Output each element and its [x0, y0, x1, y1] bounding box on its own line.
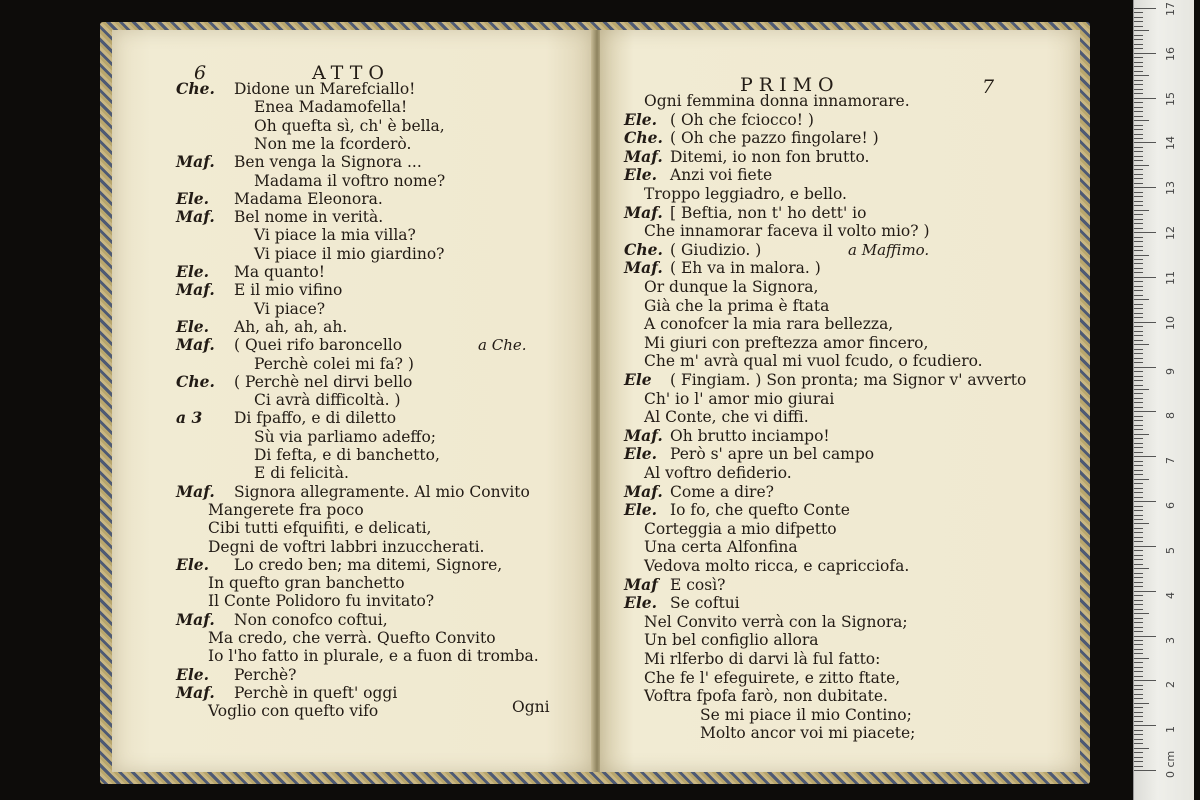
ruler-tick	[1134, 281, 1143, 282]
speaker-label: Maf.	[176, 609, 215, 629]
ruler-tick	[1134, 532, 1143, 533]
ruler-tick	[1134, 712, 1143, 713]
ruler-tick	[1134, 107, 1143, 108]
ruler-tick	[1134, 116, 1143, 117]
ruler-tick	[1134, 604, 1143, 605]
ruler-tick	[1134, 295, 1143, 296]
ruler-tick	[1134, 358, 1143, 359]
verse-line: Ah, ah, ah, ah.	[234, 317, 348, 336]
ruler-tick	[1134, 102, 1143, 103]
ruler-tick	[1134, 470, 1143, 471]
ruler-tick	[1134, 456, 1156, 457]
ruler-tick	[1134, 376, 1143, 377]
ruler-tick	[1134, 559, 1143, 560]
ruler-tick	[1134, 609, 1143, 610]
ruler-tick	[1134, 304, 1143, 305]
ruler-tick	[1134, 367, 1156, 368]
ruler-tick	[1134, 120, 1149, 121]
verse-line: Che innamorar faceva il volto mio? )	[644, 222, 930, 241]
verse-line: ( Giudizio. )	[670, 240, 762, 259]
speaker-label: Maf.	[176, 682, 215, 702]
ruler-tick	[1134, 600, 1143, 601]
ruler-tick	[1134, 739, 1143, 740]
ruler-tick	[1134, 622, 1143, 623]
speaker-label: Ele.	[624, 593, 657, 613]
verse-line: Vedova molto ricca, e capricciofa.	[644, 557, 910, 575]
verse-line: Anzi voi fiete	[670, 166, 773, 185]
stage-direction: a Che.	[478, 336, 527, 355]
ruler-tick	[1134, 721, 1143, 722]
speaker-label: Che.	[176, 79, 215, 98]
ruler-number: 9	[1164, 367, 1177, 375]
ruler-tick	[1134, 192, 1143, 193]
ruler-tick	[1134, 169, 1143, 170]
ruler-tick	[1134, 349, 1143, 350]
speaker-label: Maf.	[624, 146, 663, 166]
verse-line: Come a dire?	[670, 482, 774, 501]
verse-line: Nel Convito verrà con la Signora;	[644, 612, 908, 631]
ruler-tick	[1134, 165, 1149, 166]
ruler-tick	[1134, 344, 1149, 345]
speaker-label: Ele.	[624, 444, 657, 464]
ruler-tick	[1134, 223, 1143, 224]
ruler-tick	[1134, 757, 1143, 758]
ruler-tick	[1134, 501, 1156, 502]
verse-line: E di felicità.	[254, 464, 349, 483]
verse-line: E il mio vifino	[234, 281, 343, 300]
ruler-tick	[1134, 259, 1143, 260]
ruler-tick	[1134, 402, 1143, 403]
ruler-tick	[1134, 671, 1143, 672]
verse-line: Mi rlferbo di darvi là ful fatto:	[644, 650, 881, 668]
verse-line: ( Quei rifo baroncello	[234, 336, 403, 355]
ruler-tick	[1134, 398, 1143, 399]
verse-line: Madama Eleonora.	[234, 189, 383, 208]
ruler-tick	[1134, 510, 1143, 511]
ruler-tick	[1134, 591, 1156, 592]
ruler-tick	[1134, 237, 1143, 238]
ruler-tick	[1134, 250, 1143, 251]
ruler-tick	[1134, 573, 1143, 574]
ruler-tick	[1134, 313, 1143, 314]
ruler-tick	[1134, 272, 1143, 273]
speaker-label: Ele.	[176, 188, 209, 208]
ruler-tick	[1134, 716, 1143, 717]
ruler-tick	[1134, 255, 1149, 256]
verse-line: Ogni femmina donna innamorare.	[644, 92, 910, 110]
ruler-tick	[1134, 232, 1156, 233]
ruler-number: 0 cm	[1164, 750, 1177, 778]
ruler-tick	[1134, 564, 1143, 565]
ruler-tick	[1134, 761, 1143, 762]
speaker-label: Ele.	[176, 664, 209, 684]
right-page-header: PRIMO	[740, 74, 840, 96]
verse-line: Vi piace?	[254, 299, 326, 318]
ruler-tick	[1134, 676, 1143, 677]
ruler-number: 12	[1164, 226, 1177, 241]
verse-line: E così?	[670, 575, 726, 594]
verse-line: Ben venga la Signora ...	[234, 153, 422, 172]
ruler-tick	[1134, 631, 1143, 632]
ruler-tick	[1134, 12, 1143, 13]
ruler-tick	[1134, 201, 1143, 202]
ruler-tick	[1134, 21, 1143, 22]
ruler-tick	[1134, 667, 1143, 668]
speaker-label: Ele.	[624, 165, 657, 185]
ruler-tick	[1134, 156, 1143, 157]
ruler-number: 14	[1164, 136, 1177, 151]
ruler-tick	[1134, 474, 1143, 475]
ruler-tick	[1134, 407, 1143, 408]
verse-line: [ Beftia, non t' ho dett' io	[670, 203, 867, 222]
ruler-tick	[1134, 30, 1149, 31]
ruler-tick	[1134, 613, 1149, 614]
ruler-tick	[1134, 416, 1143, 417]
verse-line: Sù via parliamo adeffo;	[254, 427, 436, 446]
verse-line: Didone un Marefciallo!	[234, 80, 416, 98]
speaker-label: Maf.	[176, 152, 215, 172]
ruler-tick	[1134, 138, 1143, 139]
ruler-tick	[1134, 187, 1156, 188]
ruler-tick	[1134, 299, 1149, 300]
verse-line: Di fpaffo, e di diletto	[234, 409, 397, 428]
speaker-label: Maf.	[176, 335, 215, 355]
verse-line: Voftra fpofa farò, non dubitate.	[644, 687, 888, 706]
ruler-tick	[1134, 263, 1143, 264]
verse-line: Perchè?	[234, 665, 297, 684]
verse-line: Una certa Alfonfina	[644, 538, 798, 557]
left-page	[112, 30, 594, 772]
ruler-number: 1	[1164, 726, 1177, 734]
ruler-tick	[1134, 483, 1143, 484]
speaker-label: Ele.	[624, 500, 657, 520]
ruler-tick	[1134, 89, 1143, 90]
ruler-tick	[1134, 479, 1149, 480]
verse-line: Che m' avrà qual mi vuol fcudo, o fcudiero.	[644, 352, 983, 371]
ruler-tick	[1134, 506, 1143, 507]
ruler-tick	[1134, 174, 1143, 175]
ruler-tick	[1134, 429, 1143, 430]
ruler-tick	[1134, 389, 1149, 390]
ruler-tick	[1134, 730, 1143, 731]
ruler-tick	[1134, 205, 1143, 206]
ruler-tick	[1134, 371, 1143, 372]
ruler-tick	[1134, 93, 1143, 94]
verse-line: Oh brutto inciampo!	[670, 426, 830, 445]
ruler-tick	[1134, 178, 1143, 179]
ruler-tick	[1134, 653, 1143, 654]
verse-line: Bel nome in verità.	[234, 208, 384, 227]
verse-line: Perchè in queft' oggi	[234, 683, 398, 702]
speaker-label: Che.	[624, 128, 663, 148]
ruler-tick	[1134, 129, 1143, 130]
verse-line: Ditemi, io non fon brutto.	[670, 147, 870, 166]
ruler-tick	[1134, 35, 1143, 36]
verse-line: Perchè colei mi fa? )	[254, 354, 414, 373]
verse-line: Il Conte Polidoro fu invitato?	[208, 592, 435, 611]
ruler-tick	[1134, 393, 1143, 394]
speaker-label: Che.	[624, 239, 663, 259]
ruler-tick	[1134, 497, 1143, 498]
ruler-tick	[1134, 752, 1143, 753]
ruler-tick	[1134, 595, 1143, 596]
verse-line: ( Oh che pazzo fingolare! )	[670, 129, 879, 148]
speaker-label: Ele.	[624, 109, 657, 129]
ruler-tick	[1134, 707, 1143, 708]
ruler-tick	[1134, 340, 1143, 341]
verse-line: Io fo, che quefto Conte	[670, 501, 850, 520]
verse-line: Non me la fcorderò.	[254, 134, 412, 153]
speaker-label: Maf.	[624, 202, 663, 222]
ruler-tick	[1134, 541, 1143, 542]
verse-line: Lo credo ben; ma ditemi, Signore,	[234, 555, 503, 574]
speaker-label: Maf.	[176, 207, 215, 227]
ruler-tick	[1134, 425, 1143, 426]
ruler-tick	[1134, 694, 1143, 695]
ruler-number: 13	[1164, 181, 1177, 196]
ruler-number: 6	[1164, 502, 1177, 510]
verse-line: Madama il voftro nome?	[254, 171, 446, 190]
ruler-tick	[1134, 452, 1143, 453]
speaker-label: Che.	[176, 371, 215, 391]
ruler-tick	[1134, 353, 1143, 354]
ruler-tick	[1134, 317, 1143, 318]
ruler-number: 10	[1164, 315, 1177, 330]
ruler-tick	[1134, 523, 1149, 524]
verse-line: Corteggia a mio difpetto	[644, 519, 837, 538]
ruler-tick	[1134, 618, 1143, 619]
ruler-tick	[1134, 8, 1156, 9]
verse-line: Molto ancor voi mi piacete;	[700, 724, 916, 743]
ruler-tick	[1134, 577, 1143, 578]
ruler-tick	[1134, 362, 1143, 363]
ruler-tick	[1134, 515, 1143, 516]
ruler-tick	[1134, 277, 1156, 278]
ruler-tick	[1134, 640, 1143, 641]
verse-line: Or dunque la Signora,	[644, 278, 819, 296]
ruler-tick	[1134, 644, 1143, 645]
ruler-tick	[1134, 183, 1143, 184]
verse-line: ( Fingiam. ) Son pronta; ma Signor v' avverto	[670, 371, 1027, 389]
speaker-label: Maf	[624, 574, 658, 594]
ruler-tick	[1134, 465, 1143, 466]
ruler-tick	[1134, 80, 1143, 81]
ruler-tick	[1134, 461, 1143, 462]
ruler-tick	[1134, 550, 1143, 551]
speaker-label: Ele.	[176, 316, 209, 336]
verse-line: Io l'ho fatto in plurale, e a fuon di tromba.	[208, 647, 539, 666]
verse-line: Mi giuri con preftezza amor fincero,	[644, 333, 929, 352]
ruler-tick	[1134, 492, 1143, 493]
verse-line: Enea Madamofella!	[254, 98, 408, 117]
ruler-number: 11	[1164, 270, 1177, 285]
right-page-number: 7	[982, 76, 995, 98]
ruler-tick	[1134, 627, 1143, 628]
verse-line: ( Oh che fciocco! )	[670, 110, 814, 129]
verse-line: Voglio con quefto vifo	[208, 702, 379, 721]
ruler-tick	[1134, 142, 1156, 143]
ruler-tick	[1134, 246, 1143, 247]
ruler-number: 7	[1164, 457, 1177, 465]
speaker-label: Ele.	[176, 262, 209, 281]
ruler-tick	[1134, 98, 1156, 99]
ruler-tick	[1134, 71, 1143, 72]
ruler-tick	[1134, 219, 1143, 220]
speaker-label: Maf.	[176, 481, 215, 501]
ruler-tick	[1134, 48, 1143, 49]
ruler-number: 5	[1164, 546, 1177, 554]
ruler-tick	[1134, 680, 1156, 681]
ruler-tick	[1134, 241, 1143, 242]
speaker-label: Maf.	[624, 258, 663, 278]
ruler-tick	[1134, 689, 1143, 690]
ruler-tick	[1134, 555, 1143, 556]
verse-line: ( Eh va in malora. )	[670, 259, 821, 278]
verse-line: Mangerete fra poco	[208, 500, 364, 519]
measuring-ruler	[1133, 0, 1194, 800]
ruler-tick	[1134, 443, 1143, 444]
ruler-tick	[1134, 214, 1143, 215]
ruler-tick	[1134, 586, 1143, 587]
verse-line: Che fe l' efeguirete, e zitto ftate,	[644, 668, 901, 687]
ruler-tick	[1134, 151, 1143, 152]
verse-line: Però s' apre un bel campo	[670, 445, 875, 464]
speaker-label: a 3	[176, 408, 203, 428]
ruler-number: 4	[1164, 591, 1177, 599]
ruler-tick	[1134, 703, 1149, 704]
ruler-tick	[1134, 66, 1143, 67]
ruler-tick	[1134, 44, 1143, 45]
ruler-tick	[1134, 411, 1156, 412]
ruler-tick	[1134, 57, 1143, 58]
speaker-label: Ele	[624, 370, 652, 389]
verse-line: Un bel configlio allora	[644, 631, 819, 650]
ruler-tick	[1134, 725, 1156, 726]
ruler-tick	[1134, 268, 1143, 269]
ruler-tick	[1134, 160, 1143, 161]
verse-line: Signora allegramente. Al mio Convito	[234, 482, 530, 501]
ruler-tick	[1134, 528, 1143, 529]
verse-line: Al voftro defiderio.	[644, 464, 792, 482]
verse-line: Vi piace il mio giardino?	[254, 244, 445, 263]
ruler-tick	[1134, 326, 1143, 327]
stage-direction: a Maffimo.	[848, 240, 930, 259]
ruler-tick	[1134, 39, 1143, 40]
ruler-tick	[1134, 447, 1143, 448]
ruler-tick	[1134, 210, 1149, 211]
ruler-number: 8	[1164, 412, 1177, 420]
verse-line: Ch' io l' amor mio giurai	[644, 389, 835, 408]
ruler-tick	[1134, 546, 1156, 547]
ruler-tick	[1134, 488, 1143, 489]
verse-line: Ci avrà difficoltà. )	[254, 391, 401, 410]
ruler-tick	[1134, 748, 1149, 749]
ruler-tick	[1134, 290, 1143, 291]
verse-line: Degni de voftri labbri inzuccherati.	[208, 537, 485, 556]
speaker-label: Maf.	[624, 425, 663, 445]
ruler-tick	[1134, 685, 1143, 686]
ruler-tick	[1134, 111, 1143, 112]
verse-line: Già che la prima è ftata	[644, 296, 830, 315]
verse-line: Oh quefta sì, ch' è bella,	[254, 116, 445, 135]
verse-line: Se coftui	[670, 594, 740, 613]
left-page-number: 6	[194, 62, 207, 84]
speaker-label: Ele.	[176, 554, 209, 574]
ruler-tick	[1134, 84, 1143, 85]
ruler-number: 3	[1164, 636, 1177, 644]
verse-line: Ma credo, che verrà. Quefto Convito	[208, 629, 496, 647]
ruler-tick	[1134, 582, 1143, 583]
ruler-tick	[1134, 286, 1143, 287]
ruler-number: 15	[1164, 91, 1177, 106]
ruler-tick	[1134, 26, 1143, 27]
ruler-tick	[1134, 698, 1143, 699]
ruler-tick	[1134, 134, 1143, 135]
ruler-tick	[1134, 125, 1143, 126]
verse-line: Non conofco coftui,	[234, 610, 388, 629]
ruler-tick	[1134, 636, 1156, 637]
ruler-tick	[1134, 537, 1143, 538]
right-page	[600, 30, 1080, 772]
ruler-tick	[1134, 434, 1149, 435]
ruler-tick	[1134, 766, 1143, 767]
ruler-tick	[1134, 519, 1143, 520]
ruler-tick	[1134, 308, 1143, 309]
ruler-tick	[1134, 17, 1143, 18]
verse-line: Troppo leggiadro, e bello.	[644, 185, 847, 203]
ruler-tick	[1134, 322, 1156, 323]
ruler-tick	[1134, 743, 1143, 744]
ruler-tick	[1134, 658, 1149, 659]
ruler-tick	[1134, 75, 1149, 76]
verse-line: In quefto gran banchetto	[208, 574, 405, 593]
ruler-tick	[1134, 380, 1143, 381]
ruler-tick	[1134, 62, 1143, 63]
ruler-tick	[1134, 734, 1143, 735]
ruler-number: 16	[1164, 46, 1177, 61]
verse-line: Se mi piace il mio Contino;	[700, 705, 912, 724]
verse-line: A conofcer la mia rara bellezza,	[644, 315, 894, 334]
verse-line: ( Perchè nel dirvi bello	[234, 372, 413, 391]
verse-line: Al Conte, che vi diffi.	[644, 408, 809, 427]
ruler-tick	[1134, 196, 1143, 197]
ruler-number: 2	[1164, 681, 1177, 689]
ruler-tick	[1134, 331, 1143, 332]
ruler-tick	[1134, 662, 1143, 663]
ruler-tick	[1134, 770, 1156, 771]
ruler-tick	[1134, 568, 1149, 569]
speaker-label: Maf.	[176, 280, 215, 300]
ruler-tick	[1134, 228, 1143, 229]
ruler-tick	[1134, 420, 1143, 421]
ruler-tick	[1134, 147, 1143, 148]
verse-line: Di fefta, e di banchetto,	[254, 446, 440, 464]
ruler-tick	[1134, 385, 1143, 386]
ruler-tick	[1134, 53, 1156, 54]
catchword: Ogni	[512, 698, 550, 716]
left-page-header: ATTO	[312, 62, 390, 84]
ruler-tick	[1134, 335, 1143, 336]
verse-line: Vi piace la mia villa?	[254, 226, 416, 245]
speaker-label: Maf.	[624, 481, 663, 501]
verse-line: Cibi tutti efquifiti, e delicati,	[208, 519, 432, 538]
ruler-tick	[1134, 649, 1143, 650]
ruler-tick	[1134, 438, 1143, 439]
ruler-number: 17	[1164, 2, 1177, 16]
verse-line: Ma quanto!	[234, 263, 325, 281]
